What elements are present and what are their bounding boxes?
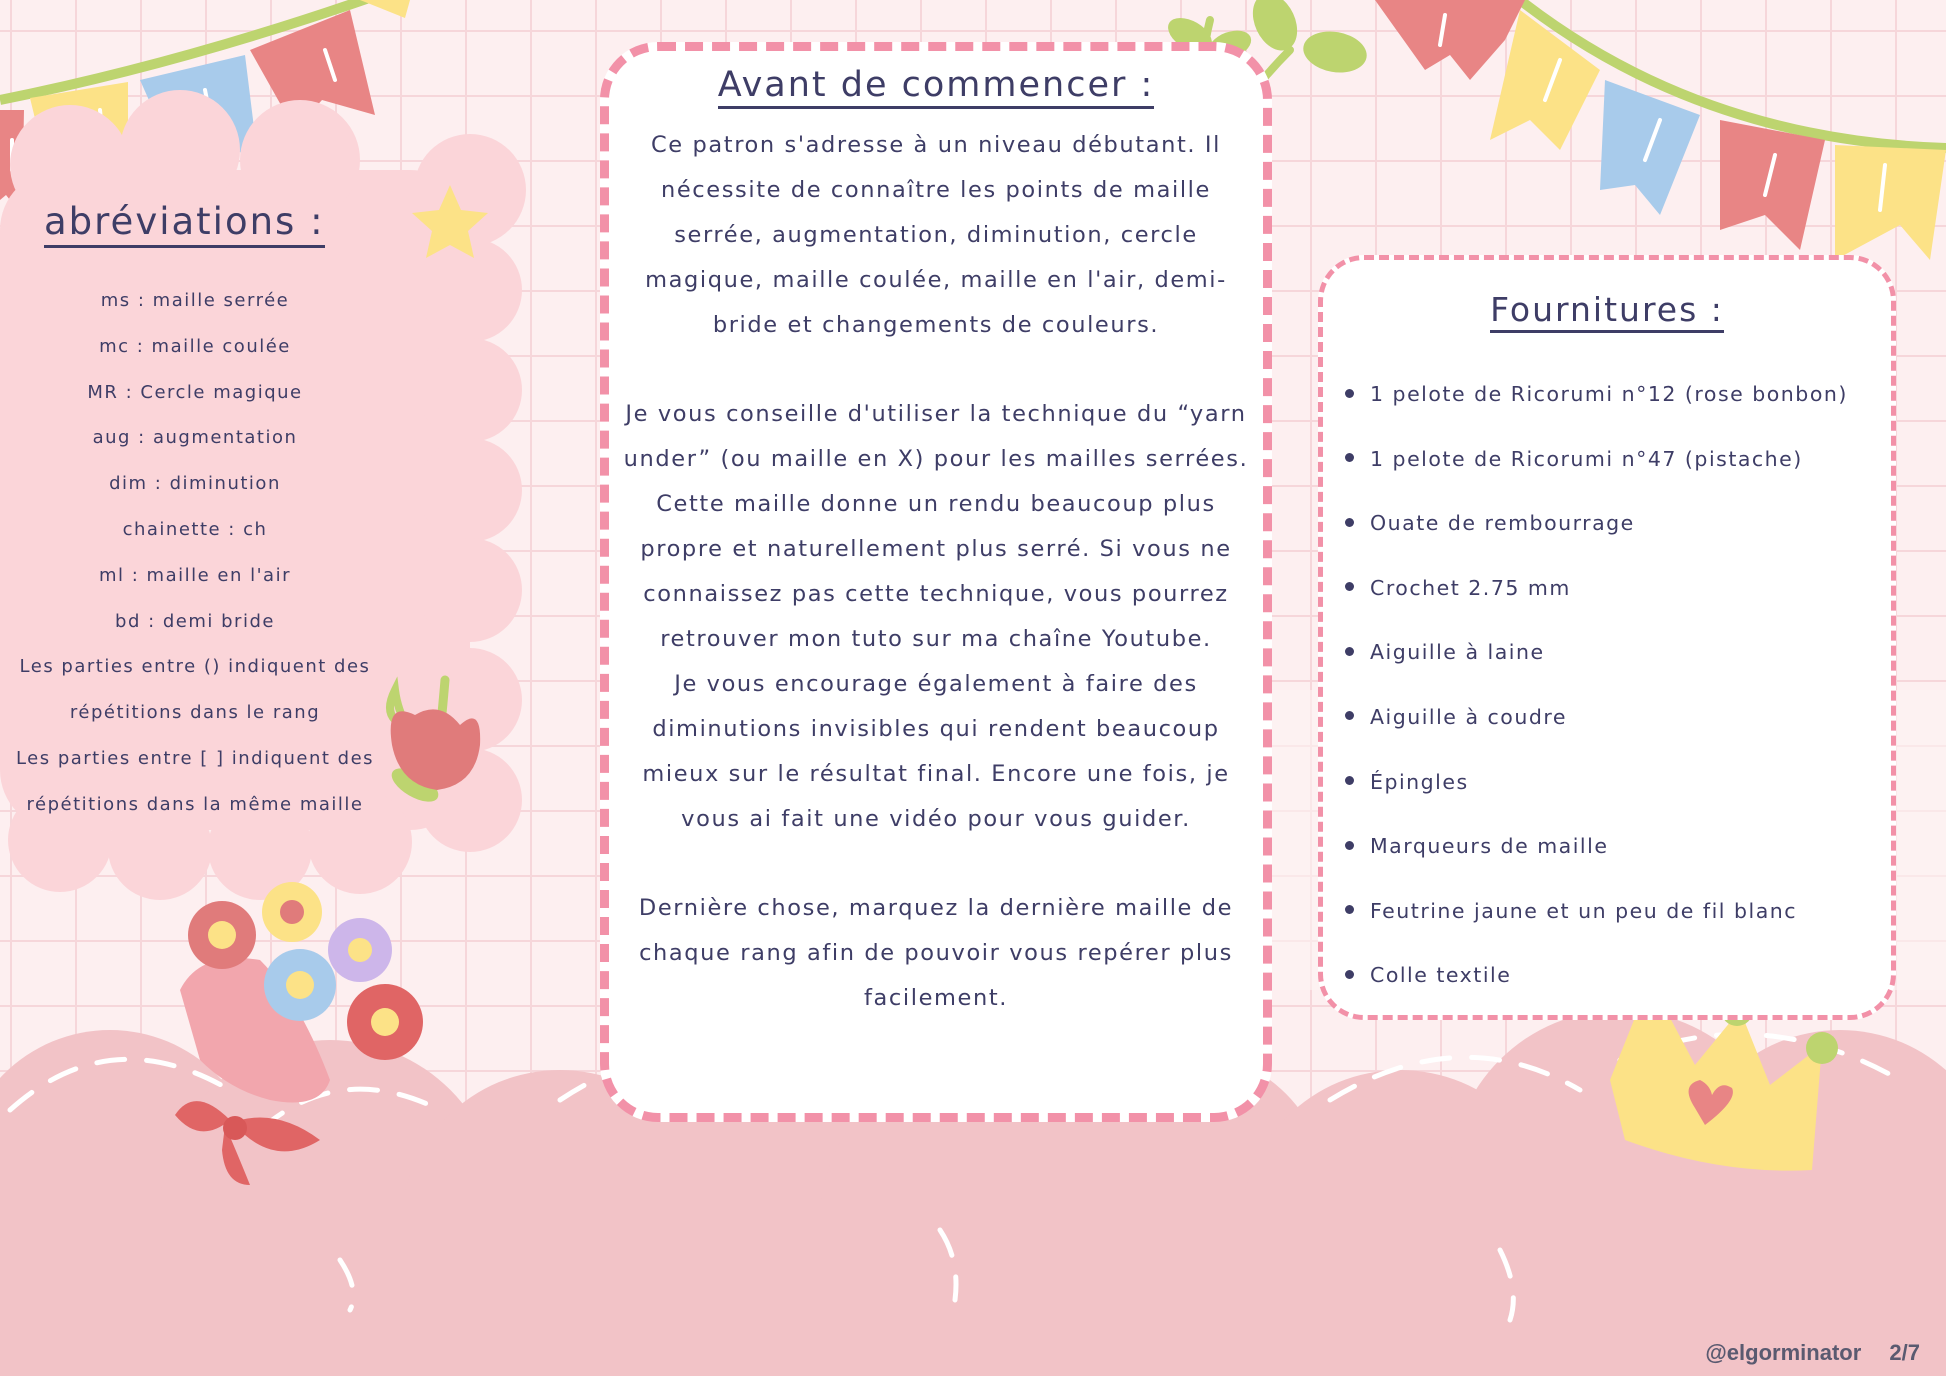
abbreviation-item: MR : Cercle magique (87, 381, 303, 403)
abbreviations-title-text: abréviations : (44, 200, 325, 248)
supplies-title (1323, 290, 1891, 329)
supply-item: Marqueurs de maille (1345, 814, 1848, 879)
supplies-title-text: Fournitures : (1490, 290, 1724, 333)
page-number: 2/7 (1889, 1340, 1920, 1365)
abbreviation-item: ml : maille en l'air (99, 564, 291, 586)
intro-paragraph-decreases: Je vous encourage également à faire des diminutions invisibles qui rendent beaucoup mieux sur le résultat final. Encore une fois, je vous ai fait une vidéo pour vous guider. (642, 670, 1230, 832)
supplies-list (1345, 362, 1848, 1008)
supply-item: Aiguille à coudre (1345, 685, 1848, 750)
abbreviation-item: bd : demi bride (115, 610, 275, 632)
abbreviation-item: mc : maille coulée (99, 335, 291, 357)
intro-paragraph-marker: Dernière chose, marquez la dernière maille de chaque rang afin de pouvoir vous repérer plus facilement. (638, 895, 1234, 1012)
intro-paragraph-technique: Je vous conseille d'utiliser la technique du “yarn under” (ou maille en X) pour les mailles serrées. Cette maille donne un rendu beaucoup plus propre et naturellement plus serré. Si vous ne connaissez pas cette technique, vous pourrez retrouver mon tuto sur ma chaîne Youtube. (623, 401, 1249, 652)
abbreviation-item: Les parties entre [ ] indiquent des (15, 747, 375, 769)
supply-item: Ouate de rembourrage (1345, 491, 1848, 556)
author-handle: @elgorminator (1705, 1340, 1862, 1365)
abbreviation-item: aug : augmentation (92, 427, 298, 449)
bunting-right (1375, 0, 1946, 260)
abbreviation-item: répétitions dans la même maille (26, 793, 364, 815)
supplies-card (1318, 255, 1896, 1020)
abbreviation-item: répétitions dans le rang (69, 702, 321, 724)
supply-item: Aiguille à laine (1345, 620, 1848, 685)
intro-card (600, 42, 1272, 1122)
intro-title-text: Avant de commencer : (718, 65, 1155, 109)
abbreviation-item: chainette : ch (122, 518, 268, 540)
intro-title (609, 65, 1263, 105)
abbreviation-item: ms : maille serrée (100, 290, 290, 311)
supply-item: Crochet 2.75 mm (1345, 556, 1848, 621)
page-footer (1705, 1340, 1920, 1366)
supply-item: 1 pelote de Ricorumi n°12 (rose bonbon) (1345, 362, 1848, 427)
abbreviation-item: Les parties entre () indiquent des (19, 656, 371, 678)
intro-body (615, 123, 1257, 1021)
supply-item: Colle textile (1345, 943, 1848, 1008)
supply-item: 1 pelote de Ricorumi n°47 (pistache) (1345, 427, 1848, 492)
abbreviation-item: dim : diminution (109, 473, 281, 495)
abbreviations-title (44, 200, 325, 243)
supply-item: Épingles (1345, 750, 1848, 815)
intro-paragraph-level: Ce patron s'adresse à un niveau débutant. Il nécessite de connaître les points de maille serrée, augmentation, diminution, cercle magique, maille coulée, maille en l'air, demi-bride et changements de couleurs. (645, 132, 1227, 338)
abbreviations-list (0, 278, 390, 828)
supply-item: Feutrine jaune et un peu de fil blanc (1345, 879, 1848, 944)
